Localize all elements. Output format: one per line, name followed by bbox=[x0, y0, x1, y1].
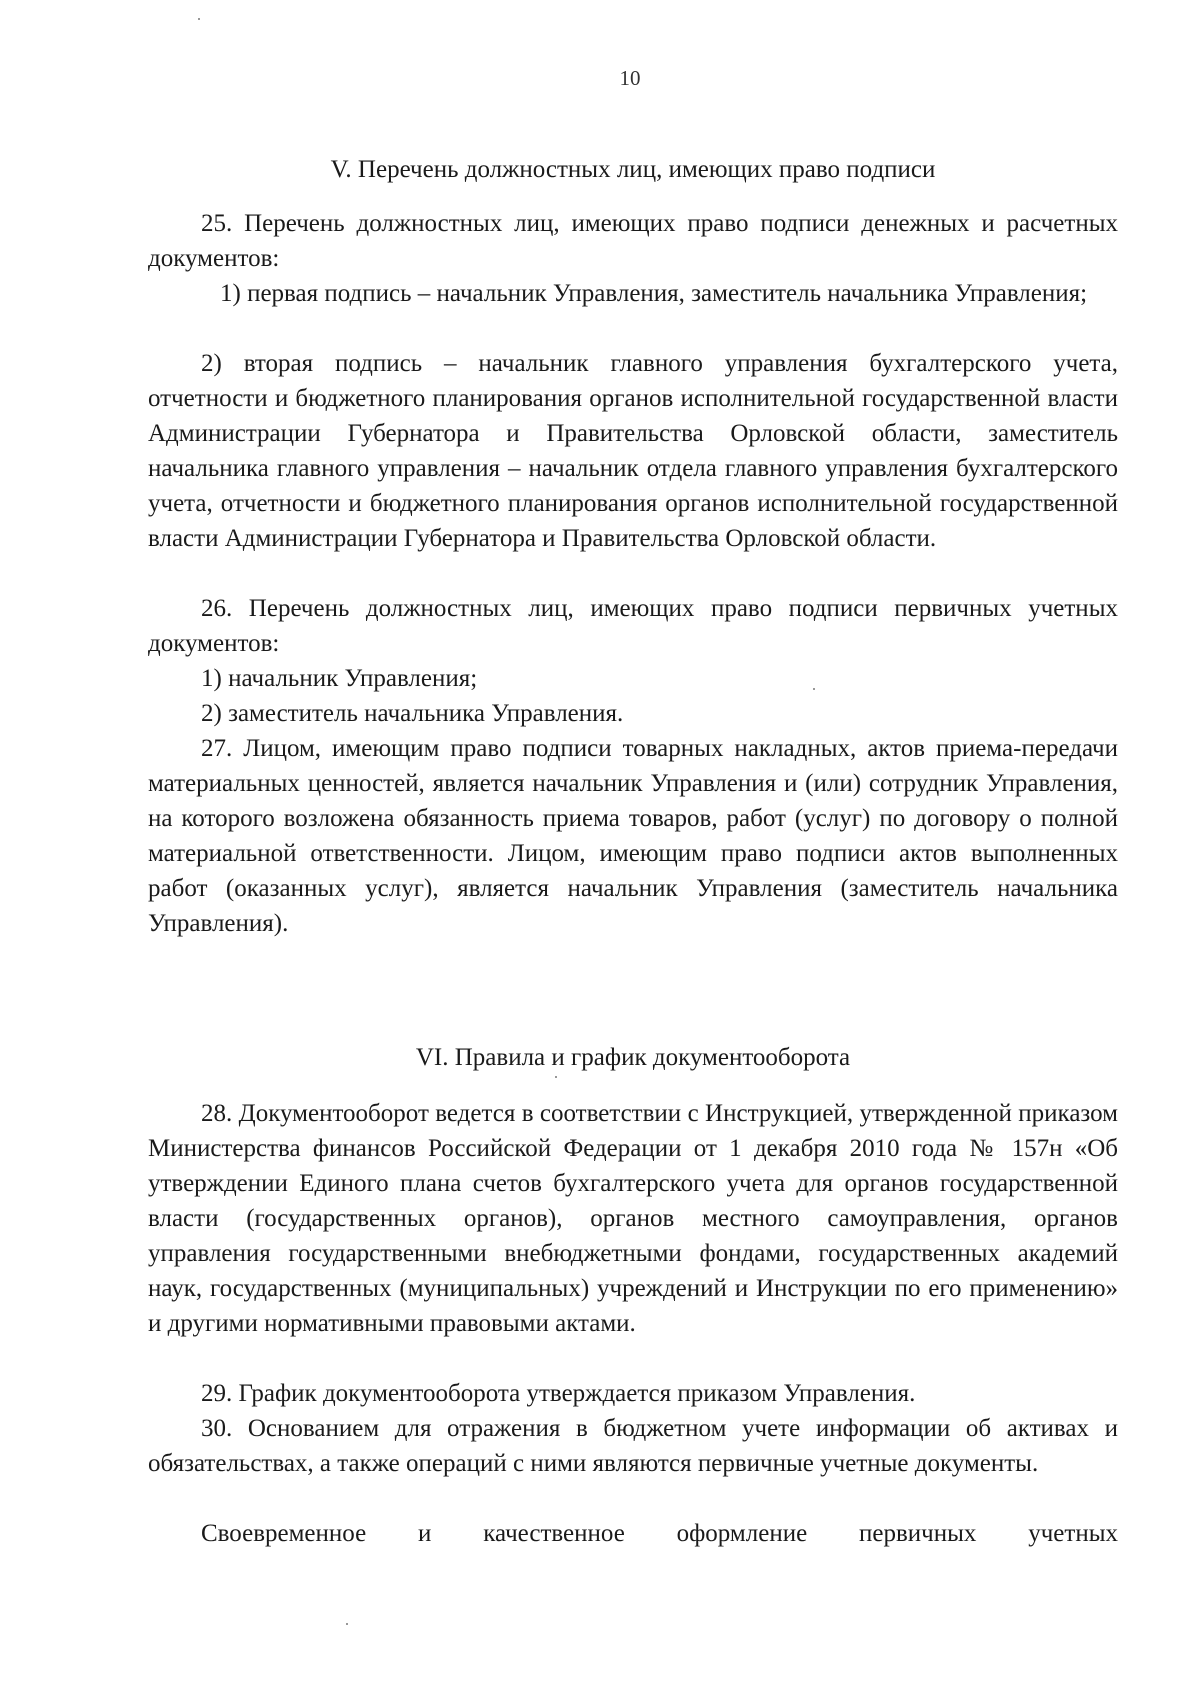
paragraph-25-item-2: 2) вторая подпись – начальник главного управления бухгалтерского учета, отчетности и бюджетного планирования органов исполнительной государственной власти Администрации Губернатора и Правительства Орловской области, заместитель начальника главного управления – начальник отдела главного управления бухгалтерского учета, отчетности и бюджетного планирования органов исполнительной государственной власти Администрации Губернатора и Правительства Орловской области. bbox=[148, 350, 1118, 552]
paragraph-26-item-2: 2) заместитель начальника Управления. bbox=[201, 700, 624, 727]
paragraph-30: 30. Основанием для отражения в бюджетном учете информации об активах и обязательствах, а также операций с ними являются первичные учетные документы. bbox=[148, 1415, 1118, 1477]
paragraph-26-item-1: 1) начальник Управления; bbox=[201, 665, 478, 692]
paragraph-28: 28. Документооборот ведется в соответствии с Инструкцией, утвержденной приказом Министерства финансов Российской Федерации от 1 декабря 2010 года № 157н «Об утверждении Единого плана счетов бухгалтерского учета для органов государственной власти (государственных органов), органов местного самоуправления, органов управления государственными внебюджетными фондами, государственных академий наук, государственных (муниципальных) учреждений и Инструкции по его применению» и другими нормативными правовыми актами. bbox=[148, 1100, 1118, 1337]
paragraph-continuation: Своевременное и качественное оформление первичных учетных bbox=[201, 1520, 1118, 1547]
paragraph-26: 26. Перечень должностных лиц, имеющих право подписи первичных учетных документов: bbox=[148, 595, 1118, 657]
paragraph-25-item-1: 1) первая подпись – начальник Управления, заместитель начальника Управления; bbox=[220, 280, 1088, 307]
section-5-heading: V. Перечень должностных лиц, имеющих право подписи bbox=[330, 156, 936, 183]
scan-speck bbox=[198, 18, 200, 20]
paragraph-29: 29. График документооборота утверждается приказом Управления. bbox=[201, 1380, 916, 1407]
paragraph-27: 27. Лицом, имеющим право подписи товарных накладных, актов приема-передачи материальных ценностей, является начальник Управления и (или) сотрудник Управления, на которого возложена обязанность приема товаров, работ (услуг) по договору о полной материальной ответственности. Лицом, имеющим право подписи актов выполненных работ (оказанных услуг), является начальник Управления (заместитель начальника Управления). bbox=[148, 735, 1118, 937]
page-number: 10 bbox=[619, 66, 641, 90]
scan-speck bbox=[813, 688, 815, 690]
scan-speck bbox=[555, 1076, 557, 1078]
paragraph-25: 25. Перечень должностных лиц, имеющих право подписи денежных и расчетных документов: bbox=[148, 210, 1118, 272]
section-6-heading: VI. Правила и график документооборота bbox=[415, 1044, 851, 1071]
scan-speck bbox=[346, 1623, 348, 1625]
